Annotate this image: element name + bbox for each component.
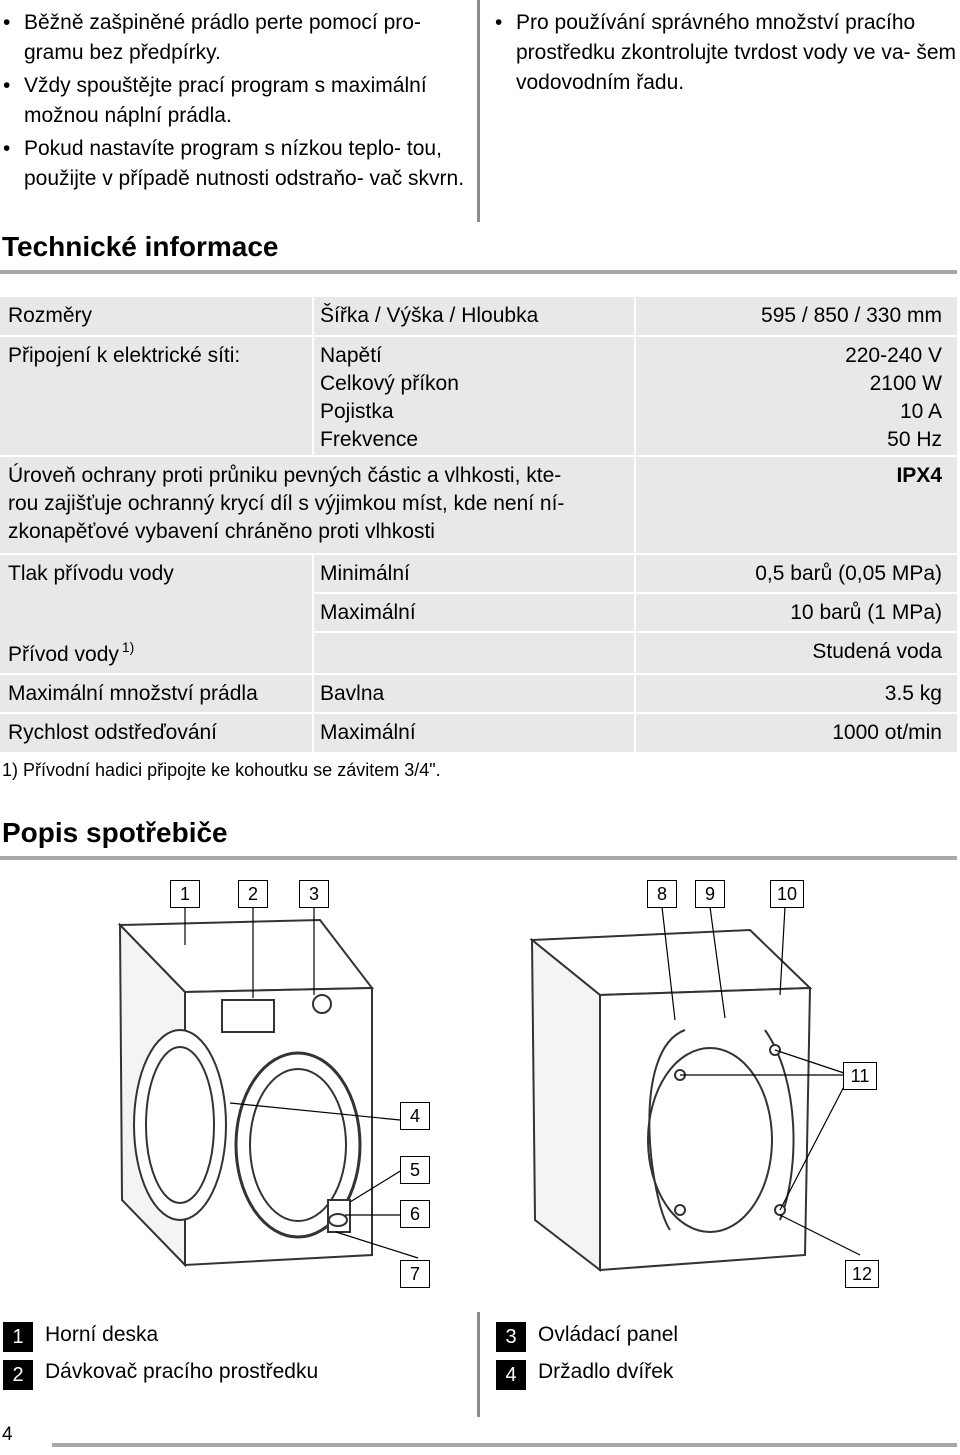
callout-7: 7 bbox=[400, 1260, 430, 1288]
table-cell-value-max: 10 barů (1 MPa) bbox=[636, 594, 957, 631]
section-title-technical: Technické informace bbox=[2, 231, 279, 262]
table-row-spin bbox=[0, 714, 957, 752]
callout-6: 6 bbox=[400, 1200, 430, 1228]
table-cell-value-water: Studená voda bbox=[636, 633, 957, 673]
table-footnote: 1) Přívodní hadici připojte ke kohoutku se závitem 3/4". bbox=[2, 760, 441, 780]
table-cell-param-max: Maximální bbox=[314, 594, 634, 631]
washer-rear-illustration bbox=[480, 870, 960, 1310]
footer-rule bbox=[52, 1443, 957, 1447]
open-door-glass-shape bbox=[146, 1047, 214, 1203]
legend-number: 1 bbox=[3, 1322, 33, 1352]
param-frequency: Frekvence bbox=[320, 428, 419, 451]
legend-number: 4 bbox=[496, 1360, 526, 1390]
table-cell-label: Tlak přívodu vody bbox=[0, 555, 312, 673]
filter-shape bbox=[329, 1214, 347, 1226]
bullet-item: • Běžně zašpiněné prádlo perte pomocí pro- gramu bez předpírky. bbox=[0, 8, 470, 68]
param-fuse: Pojistka bbox=[320, 400, 394, 423]
bullet-item: • Pokud nastavíte program s nízkou teplo- tou, použijte v případě nutnosti odstraňo- vač skvrn. bbox=[0, 134, 470, 194]
table-cell-value: IPX4 bbox=[636, 457, 957, 553]
table-cell-value: 3.5 kg bbox=[636, 675, 957, 712]
top-right-bullet-list bbox=[492, 8, 957, 101]
footnote-ref: 1) bbox=[121, 639, 135, 655]
washer-front-illustration bbox=[0, 870, 480, 1310]
table-row-electrical bbox=[0, 337, 957, 455]
page-number: 4 bbox=[2, 1424, 13, 1445]
table-row-dimensions bbox=[0, 297, 957, 335]
callout-9: 9 bbox=[695, 880, 725, 908]
callout-2: 2 bbox=[238, 880, 268, 908]
table-row-pressure bbox=[0, 555, 957, 673]
column-divider bbox=[477, 1312, 480, 1417]
table-cell-param-empty bbox=[314, 633, 634, 673]
column-divider bbox=[477, 0, 480, 222]
callout-3: 3 bbox=[299, 880, 329, 908]
side-panel-shape bbox=[532, 940, 600, 1270]
dispenser-shape bbox=[222, 1000, 274, 1032]
value-fuse: 10 A bbox=[899, 400, 942, 423]
legend-text: Horní deska bbox=[45, 1323, 159, 1346]
param-voltage: Napětí bbox=[320, 344, 382, 367]
value-frequency: 50 Hz bbox=[887, 428, 942, 451]
bullet-item: • Vždy spouštějte prací program s maximální možnou náplní prádla. bbox=[0, 71, 470, 131]
section-rule bbox=[0, 270, 957, 274]
value-power: 2100 W bbox=[869, 372, 942, 395]
legend-text: Ovládací panel bbox=[538, 1323, 679, 1346]
table-row-ip-rating bbox=[0, 457, 957, 553]
param-power: Celkový příkon bbox=[320, 372, 459, 395]
ip-label-line: Úroveň ochrany proti průniku pevných částic a vlhkosti, kte- bbox=[8, 464, 562, 487]
callout-5: 5 bbox=[400, 1156, 430, 1184]
ip-label-line: zkonapěťové vybavení chráněno proti vlhkosti bbox=[8, 520, 435, 543]
table-cell-param-min: Minimální bbox=[314, 555, 634, 592]
knob-shape bbox=[313, 995, 331, 1013]
section-rule bbox=[0, 856, 957, 860]
bullet-item: • Pro používání správného množství pracího prostředku zkontrolujte tvrdost vody ve va- šem vodovodním řadu. bbox=[492, 8, 957, 98]
water-supply-label bbox=[8, 641, 134, 670]
table-cell-values bbox=[636, 337, 957, 455]
table-cell-label: Připojení k elektrické síti: bbox=[0, 337, 312, 455]
legend-text: Držadlo dvířek bbox=[538, 1360, 674, 1383]
legend-number: 2 bbox=[3, 1360, 33, 1390]
table-cell-param: Bavlna bbox=[314, 675, 634, 712]
legend-text: Dávkovač pracího prostředku bbox=[45, 1360, 319, 1383]
door-glass-shape bbox=[250, 1069, 346, 1221]
technical-table bbox=[0, 297, 957, 757]
callout-1: 1 bbox=[170, 880, 200, 908]
table-cell-label: Maximální množství prádla bbox=[0, 675, 312, 712]
callout-12: 12 bbox=[845, 1260, 879, 1288]
legend-number: 3 bbox=[496, 1322, 526, 1352]
callout-11: 11 bbox=[843, 1062, 877, 1090]
value-voltage: 220-240 V bbox=[845, 344, 942, 367]
table-cell-label bbox=[0, 457, 634, 553]
table-cell-label: Rychlost odstřeďování bbox=[0, 714, 312, 752]
callout-4: 4 bbox=[400, 1102, 430, 1130]
table-cell-param: Maximální bbox=[314, 714, 634, 752]
callout-8: 8 bbox=[647, 880, 677, 908]
water-supply-text: Přívod vody bbox=[8, 643, 119, 666]
table-row-max-load bbox=[0, 675, 957, 712]
table-cell-param: Šířka / Výška / Hloubka bbox=[314, 297, 634, 335]
table-cell-label: Rozměry bbox=[0, 297, 312, 335]
ip-label-line: rou zajišťuje ochranný krycí díl s výjimkou míst, kde není ní- bbox=[8, 492, 565, 515]
table-cell-params bbox=[314, 337, 634, 455]
table-cell-value-min: 0,5 barů (0,05 MPa) bbox=[636, 555, 957, 592]
table-cell-value: 595 / 850 / 330 mm bbox=[636, 297, 957, 335]
section-title-appliance: Popis spotřebiče bbox=[2, 817, 228, 848]
top-left-bullet-list bbox=[0, 8, 470, 197]
callout-10: 10 bbox=[770, 880, 804, 908]
table-cell-value: 1000 ot/min bbox=[636, 714, 957, 752]
